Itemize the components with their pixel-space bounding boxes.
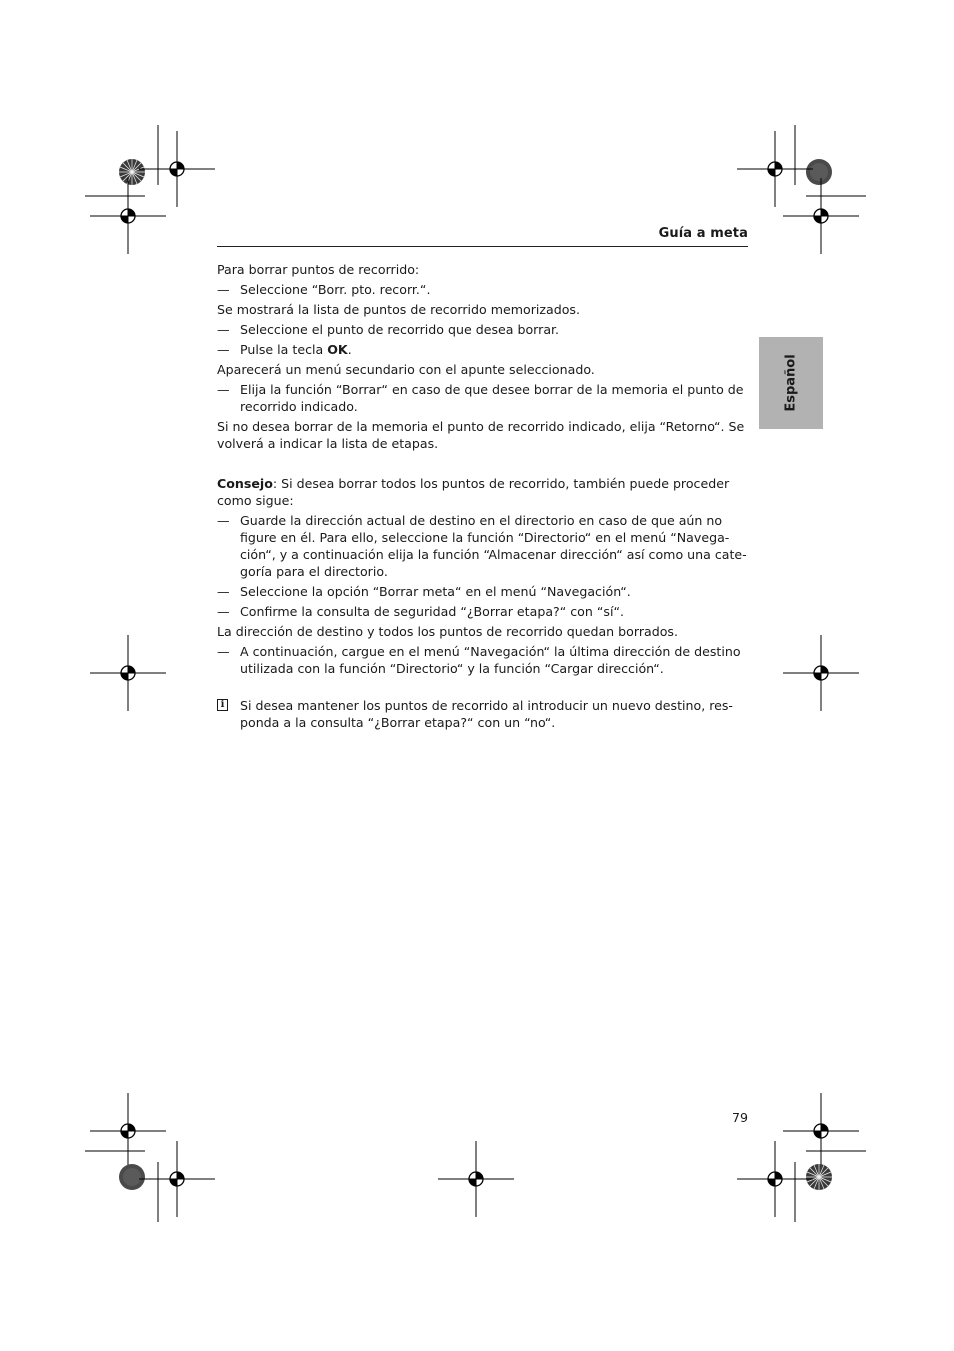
dash-item-text-end: . bbox=[347, 342, 352, 357]
dash-item bbox=[217, 321, 750, 338]
dash-item-text: Pulse la tecla bbox=[240, 342, 328, 357]
section-title: Guía a meta bbox=[658, 226, 748, 241]
key-name: OK bbox=[327, 342, 348, 357]
dash-item-text: A continuación, cargue en el menú “Navegación“ la última dirección de destino utilizada con la función “Directorio“ y la función “Cargar dirección“. bbox=[240, 644, 741, 676]
dash-bullet: — bbox=[217, 282, 230, 297]
dash-item-text: Seleccione “Borr. pto. recorr.“. bbox=[240, 282, 431, 297]
dash-item bbox=[217, 643, 750, 677]
paragraph: Para borrar puntos de recorrido: bbox=[217, 262, 420, 277]
language-tab bbox=[759, 337, 823, 429]
dash-bullet: — bbox=[217, 322, 230, 337]
dash-bullet: — bbox=[217, 513, 230, 528]
dash-item bbox=[217, 512, 750, 580]
tip-label: Consejo bbox=[217, 476, 273, 491]
tip-text: : Si desea borrar todos los puntos de recorrido, también puede proceder como sigue: bbox=[217, 476, 730, 508]
body-text bbox=[217, 261, 750, 731]
dash-item-text: Elija la función “Borrar“ en caso de que desee borrar de la memoria el punto de recorrido indicado. bbox=[240, 382, 744, 414]
tip-paragraph bbox=[217, 475, 750, 509]
dash-item bbox=[217, 603, 750, 620]
running-header bbox=[217, 226, 748, 247]
dash-item-text: Guarde la dirección actual de destino en el directorio en caso de que aún no figure en él. Para ello, seleccione la función “Directorio“ en el menú “Navega-ción“, y a continuación elija la función “Almacenar dirección“ así como una cate-goría para el directorio. bbox=[240, 513, 747, 579]
dash-bullet: — bbox=[217, 604, 230, 619]
info-icon: i bbox=[217, 699, 228, 711]
spacer bbox=[217, 455, 750, 475]
dash-bullet: — bbox=[217, 644, 230, 659]
paragraph: Aparecerá un menú secundario con el apunte seleccionado. bbox=[217, 362, 595, 377]
info-note bbox=[217, 697, 750, 731]
paragraph: Si no desea borrar de la memoria el punto de recorrido indicado, elija “Retorno“. Se volverá a indicar la lista de etapas. bbox=[217, 419, 745, 451]
dash-bullet: — bbox=[217, 584, 230, 599]
page-number: 79 bbox=[731, 1110, 748, 1125]
dash-item-text: Seleccione el punto de recorrido que desea borrar. bbox=[240, 322, 560, 337]
dash-bullet: — bbox=[217, 342, 230, 357]
paragraph: La dirección de destino y todos los puntos de recorrido quedan borrados. bbox=[217, 624, 678, 639]
spacer bbox=[217, 680, 750, 697]
dash-item-text: Seleccione la opción “Borrar meta“ en el menú “Navegación“. bbox=[240, 584, 631, 599]
dash-item bbox=[217, 381, 750, 415]
dash-item bbox=[217, 281, 750, 298]
dash-bullet: — bbox=[217, 382, 230, 397]
dash-item bbox=[217, 341, 750, 358]
paragraph: Se mostrará la lista de puntos de recorrido memorizados. bbox=[217, 302, 580, 317]
language-tab-label: Español bbox=[783, 354, 799, 412]
dash-item-text: Confirme la consulta de seguridad “¿Borrar etapa?“ con “sí“. bbox=[240, 604, 624, 619]
info-note-text: Si desea mantener los puntos de recorrido al introducir un nuevo destino, res-ponda a la consulta “¿Borrar etapa?“ con un “no“. bbox=[240, 698, 733, 730]
dash-item bbox=[217, 583, 750, 600]
